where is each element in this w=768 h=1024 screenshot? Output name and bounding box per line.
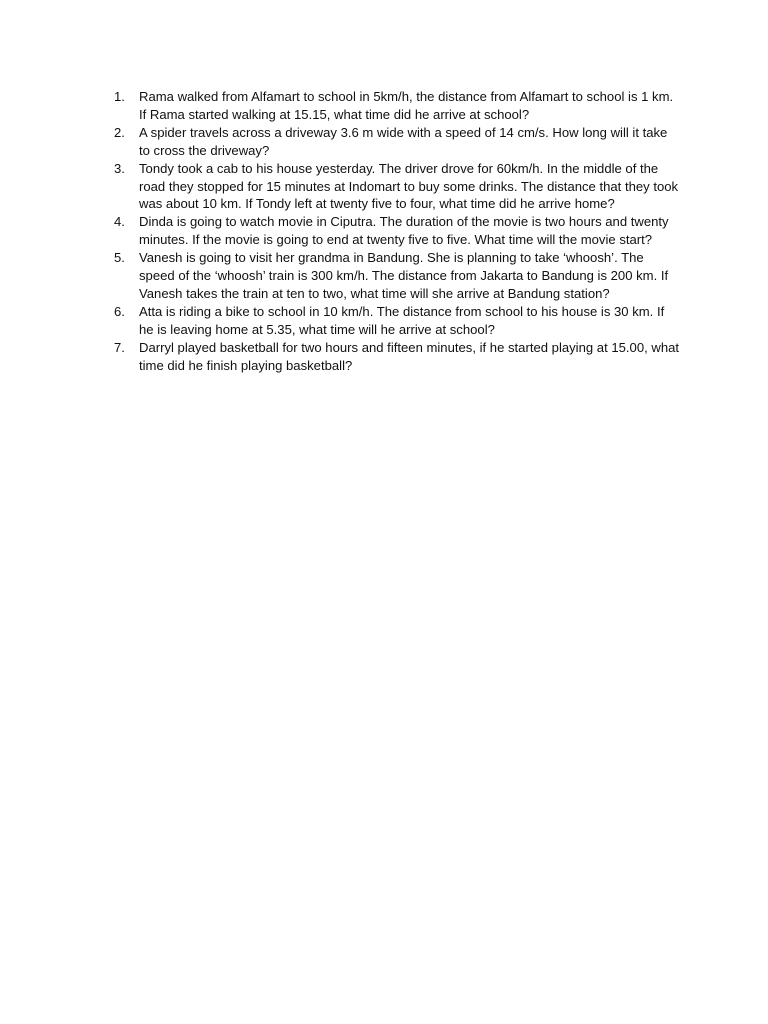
question-text: Tondy took a cab to his house yesterday. The driver drove for 60km/h. In the middle of the road they stopped for 15 minutes at Indomart to buy some drinks. The distance that they took was about 10 km. If Tondy left at twenty five to four, what time did he arrive home?: [139, 160, 679, 212]
question-item: [114, 88, 680, 124]
question-item: [114, 249, 680, 303]
question-text: Vanesh is going to visit her grandma in Bandung. She is planning to take ‘whoosh’. The speed of the ‘whoosh’ train is 300 km/h. The distance from Jakarta to Bandung is 200 km. If Vanesh takes the train at ten to two, what time will she arrive at Bandung station?: [139, 250, 669, 301]
question-item: [114, 124, 680, 160]
question-number: 5.: [114, 250, 125, 266]
question-item: [114, 213, 680, 249]
question-item: [114, 303, 680, 339]
question-text: Atta is riding a bike to school in 10 km/h. The distance from school to his house is 30 km. If he is leaving home at 5.35, what time will he arrive at school?: [139, 303, 665, 337]
question-text: Darryl played basketball for two hours and fifteen minutes, if he started playing at 15.00, what time did he finish playing basketball?: [139, 339, 680, 373]
question-number: 6.: [114, 303, 125, 319]
question-item: [114, 160, 680, 214]
question-list: [114, 88, 680, 375]
question-text: Dinda is going to watch movie in Ciputra. The duration of the movie is two hours and twenty minutes. If the movie is going to end at twenty five to five. What time will the movie start?: [139, 214, 669, 248]
question-text: Rama walked from Alfamart to school in 5km/h, the distance from Alfamart to school is 1 km. If Rama started walking at 15.15, what time did he arrive at school?: [139, 89, 674, 122]
question-text: A spider travels across a driveway 3.6 m wide with a speed of 14 cm/s. How long will it take to cross the driveway?: [139, 124, 668, 158]
question-number: 7.: [114, 339, 125, 355]
question-number: 4.: [114, 214, 125, 230]
question-number: 1.: [114, 89, 125, 104]
question-item: [114, 339, 680, 375]
question-number: 3.: [114, 160, 125, 176]
question-number: 2.: [114, 124, 125, 140]
